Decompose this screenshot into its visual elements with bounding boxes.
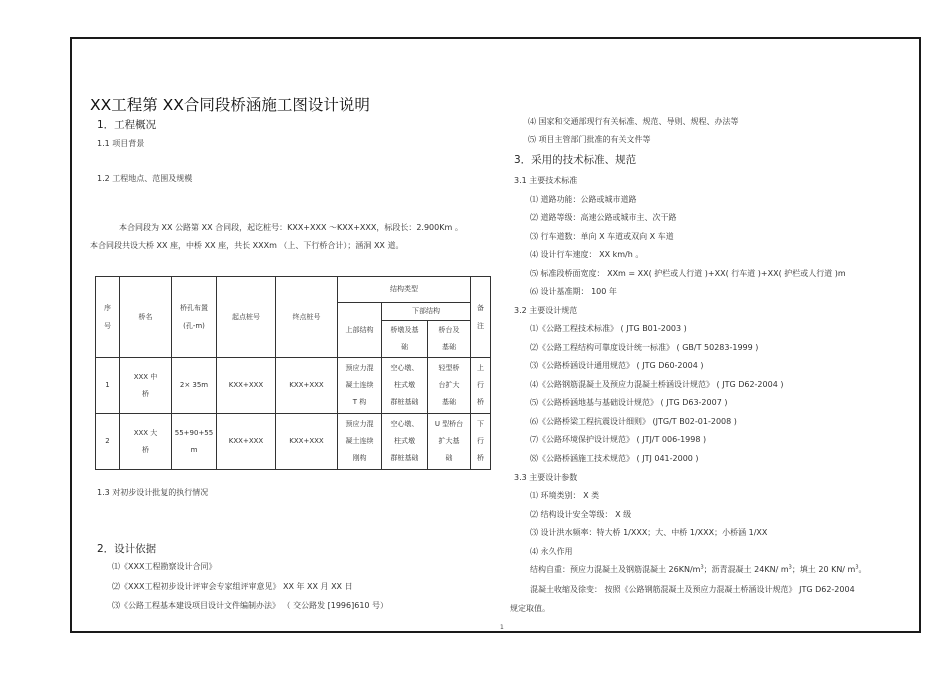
code-item-7: ⑺《公路环境保护设计规范》 ( JTJ/T 006-1998 )	[530, 435, 707, 444]
cell-abut: 轻型桥 台扩大 基础	[428, 358, 471, 414]
section-3-heading: 3．采用的技术标准、规范	[514, 154, 637, 166]
section-3-2-heading: 3.2 主要设计规范	[514, 306, 578, 315]
th-structure: 结构类型	[338, 277, 471, 303]
document-title: XX工程第 XX合同段桥涵施工图设计说明	[90, 96, 370, 114]
cell-end: KXX+XXX	[276, 358, 338, 414]
section-2-heading: 2．设计依据	[97, 543, 157, 555]
basis-item-5: ⑸ 项目主管部门批准的有关文件等	[528, 135, 651, 144]
page-number: 1	[500, 624, 504, 631]
cell-upper: 预应力混 凝土连续 刚构	[338, 414, 382, 470]
weight-concrete: 结构自重：预应力混凝土及钢筋混凝土 26KN/m	[530, 565, 701, 574]
standard-item-3: ⑶ 行车道数：单向 X 车道或双向 X 车道	[530, 232, 674, 241]
weight-fill: ；填土 20 KN/ m	[791, 565, 856, 574]
th-remark: 备 注	[471, 277, 491, 358]
cell-upper: 预应力混 凝土连续 T 构	[338, 358, 382, 414]
code-item-4: ⑷《公路钢筋混凝土及预应力混凝土桥涵设计规范》 ( JTG D62-2004 )	[530, 380, 784, 389]
cell-pier: 空心墩、 柱式墩 群桩基础	[382, 414, 428, 470]
weight-asphalt: ；沥青混凝土 24KN/ m	[703, 565, 789, 574]
section-1-3-heading: 1.3 对初步设计批复的执行情况	[97, 488, 209, 497]
basis-item-2: ⑵《XXX工程初步设计评审会专家组评审意见》 XX 年 XX 月 XX 日	[112, 582, 353, 591]
scope-paragraph-line-1: 本合同段为 XX 公路第 XX 合同段，起讫桩号：KXX+XXX ～KXX+XXX，标段长：2.900Km 。	[119, 223, 463, 232]
unit-weights-line	[530, 564, 867, 575]
shrinkage-line: 混凝土收缩及徐变： 按照《公路钢筋混凝土及预应力混凝土桥涵设计规范》 JTG D62-2004	[530, 585, 855, 594]
weight-end: 。	[858, 565, 867, 574]
standard-item-1: ⑴ 道路功能：公路或城市道路	[530, 195, 637, 204]
sup-3: 3	[855, 564, 859, 571]
th-lower: 下部结构	[382, 303, 470, 321]
th-seq: 序 号	[96, 277, 120, 358]
code-item-1: ⑴《公路工程技术标准》 ( JTG B01-2003 )	[530, 324, 687, 333]
bridge-table	[95, 276, 491, 470]
th-pier: 桥墩及基 础	[382, 321, 428, 357]
cell-start: KXX+XXX	[217, 414, 276, 470]
cell-pier: 空心墩、 柱式墩 群桩基础	[382, 358, 428, 414]
section-3-3-heading: 3.3 主要设计参数	[514, 473, 578, 482]
th-upper: 上部结构	[338, 303, 382, 358]
cell-span: 2× 35m	[172, 358, 217, 414]
th-span: 桥孔布置 (孔-m)	[172, 277, 217, 358]
cell-start: KXX+XXX	[217, 358, 276, 414]
section-1-2-heading: 1.2 工程地点、范围及规模	[97, 174, 193, 183]
basis-item-1: ⑴《XXX工程勘察设计合同》	[112, 562, 217, 571]
cell-seq: 1	[96, 358, 120, 414]
table-row	[96, 358, 491, 414]
section-1-heading: 1．工程概况	[97, 119, 157, 131]
table-row	[96, 414, 491, 470]
standard-item-4: ⑷ 设计行车速度： XX km/h 。	[530, 250, 644, 259]
standard-item-2: ⑵ 道路等级：高速公路或城市主、次干路	[530, 213, 677, 222]
shrinkage-line-2: 规定取值。	[510, 604, 550, 613]
cell-span: 55+90+55 m	[172, 414, 217, 470]
section-1-1-heading: 1.1 项目背景	[97, 139, 145, 148]
cell-seq: 2	[96, 414, 120, 470]
th-abut: 桥台及 基础	[438, 326, 460, 351]
standard-item-5: ⑸ 标准段桥面宽度： XXm = XX( 护栏或人行道 )+XX( 行车道 )+XX( 护栏或人行道 )m	[530, 269, 846, 278]
code-item-3: ⑶《公路桥涵设计通用规范》 ( JTG D60-2004 )	[530, 361, 704, 370]
basis-item-3: ⑶《公路工程基本建设项目设计文件编制办法》 （ 交公路发 [1996]610 号）	[112, 601, 389, 610]
scope-paragraph-line-2: 本合同段共设大桥 XX 座，中桥 XX 座，共长 XXXm （上、下行桥合计）；涵洞 XX 道。	[90, 241, 404, 250]
code-item-2: ⑵《公路工程结构可靠度设计统一标准》 ( GB/T 50283-1999 )	[530, 343, 759, 352]
cell-remark: 下 行 桥	[471, 414, 491, 470]
cell-name: XXX 大 桥	[120, 414, 172, 470]
th-lower-group	[382, 303, 471, 358]
section-3-1-heading: 3.1 主要技术标准	[514, 176, 578, 185]
code-item-8: ⑻《公路桥涵施工技术规范》 ( JTJ 041-2000 )	[530, 454, 699, 463]
basis-item-4: ⑷ 国家和交通部现行有关标准、规范、导则、规程、办法等	[528, 117, 739, 126]
cell-abut: U 型桥台 扩大基 础	[428, 414, 471, 470]
sup-3: 3	[700, 564, 704, 571]
param-item-1: ⑴ 环境类别： X 类	[530, 491, 600, 500]
code-item-6: ⑹《公路桥梁工程抗震设计细则》 (JTG/T B02-01-2008 )	[530, 417, 737, 426]
cell-name: XXX 中 桥	[120, 358, 172, 414]
cell-end: KXX+XXX	[276, 414, 338, 470]
sup-3: 3	[788, 564, 792, 571]
param-item-3: ⑶ 设计洪水频率：特大桥 1/XXX；大、中桥 1/XXX；小桥涵 1/XX	[530, 528, 768, 537]
th-end: 终点桩号	[276, 277, 338, 358]
code-item-5: ⑸《公路桥涵地基与基础设计规范》 ( JTG D63-2007 )	[530, 398, 728, 407]
cell-remark: 上 行 桥	[471, 358, 491, 414]
th-name: 桥名	[120, 277, 172, 358]
param-item-4: ⑷ 永久作用	[530, 547, 573, 556]
standard-item-6: ⑹ 设计基准期： 100 年	[530, 287, 617, 296]
param-item-2: ⑵ 结构设计安全等级： X 级	[530, 510, 632, 519]
th-start: 起点桩号	[217, 277, 276, 358]
